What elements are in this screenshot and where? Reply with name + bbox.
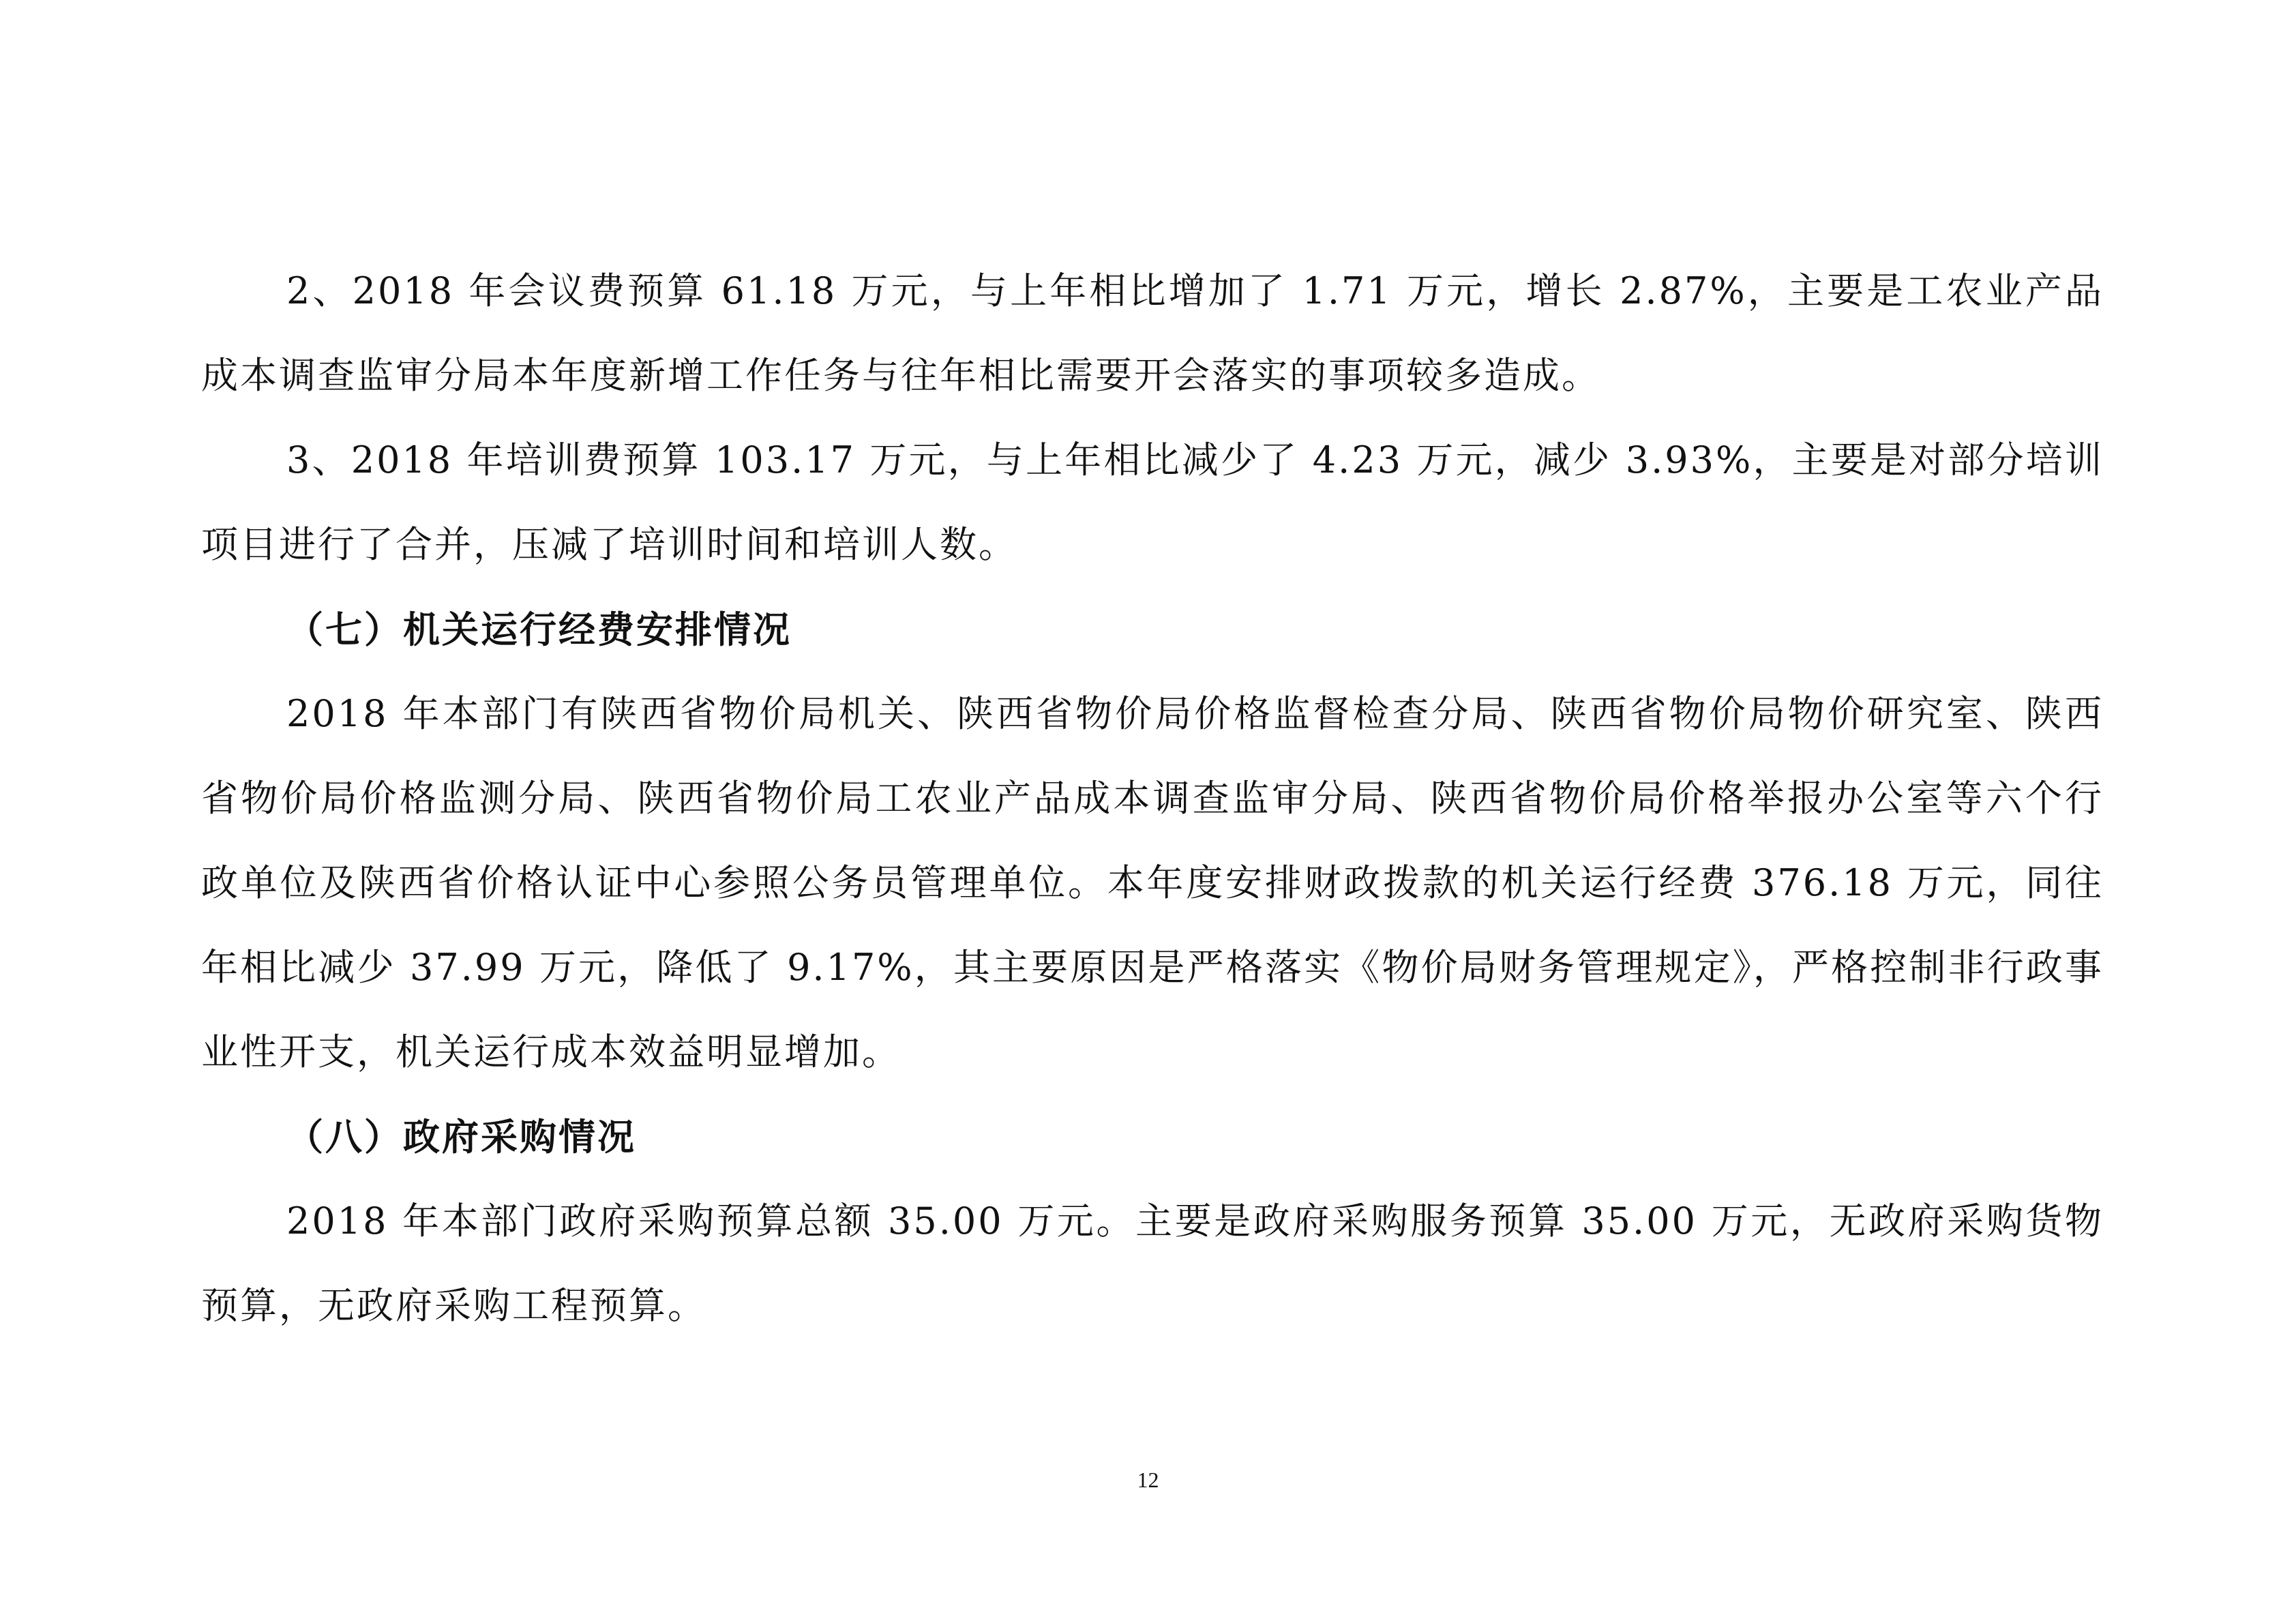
paragraph-meeting-fee: 2、2018 年会议费预算 61.18 万元，与上年相比增加了 1.71 万元，增长 2.87%，主要是工农业产品成本调查监审分局本年度新增工作任务与往年相比需要开会落实的事项较多造成。: [201, 269, 2104, 397]
document-body: [201, 249, 2104, 1348]
paragraph-procurement: 2018 年本部门政府采购预算总额 35.00 万元。主要是政府采购服务预算 35.00 万元，无政府采购货物预算，无政府采购工程预算。: [201, 1200, 2104, 1327]
section-heading-procurement: （八）政府采购情况: [286, 1115, 636, 1159]
paragraph-operating-expenses: 2018 年本部门有陕西省物价局机关、陕西省物价局价格监督检查分局、陕西省物价局物价研究室、陕西省物价局价格监测分局、陕西省物价局工农业产品成本调查监审分局、陕西省物价局价格举报办公室等六个行政单位及陕西省价格认证中心参照公务员管理单位。本年度安排财政拨款的机关运行经费 376.18 万元，同往年相比减少 37.99 万元，降低了 9.17%，其主要原因是严格落实《物价局财务管理规定》，严格控制非行政事业性开支，机关运行成本效益明显增加。: [201, 692, 2104, 1073]
page-number: 12: [1137, 1468, 1159, 1492]
paragraph-training-fee: 3、2018 年培训费预算 103.17 万元，与上年相比减少了 4.23 万元，减少 3.93%，主要是对部分培训项目进行了合并，压减了培训时间和培训人数。: [201, 438, 2104, 566]
section-heading-operating-expenses: （七）机关运行经费安排情况: [286, 608, 792, 651]
